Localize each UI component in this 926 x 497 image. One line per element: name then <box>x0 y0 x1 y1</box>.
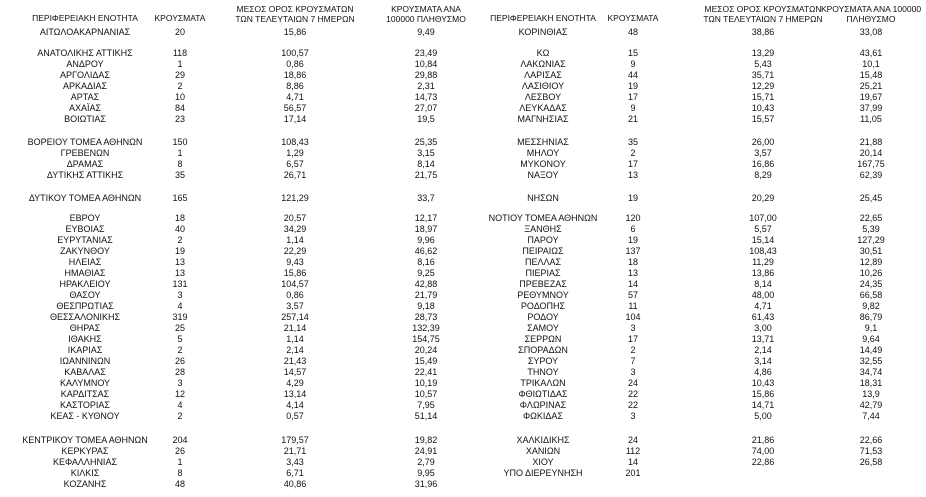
left-header-cases: ΚΡΟΥΣΜΑΤΑ <box>154 13 206 23</box>
left-cell-cases: 23 <box>174 114 185 124</box>
right-cell-cases: 19 <box>627 81 638 91</box>
right-cell-cases: 2 <box>630 345 636 355</box>
right-cell-cases: 9 <box>630 59 636 69</box>
right-cell-per100k: 10,26 <box>859 268 883 278</box>
left-cell-per100k: 9,18 <box>417 301 435 311</box>
right-cell-cases: 6 <box>630 224 636 234</box>
left-cell-region: ΑΡΚΑΔΙΑΣ <box>62 81 108 91</box>
right-cell-per100k: 33,08 <box>859 27 883 37</box>
right-cell-per100k: 18,31 <box>859 378 883 388</box>
left-cell-avg7: 15,86 <box>283 268 307 278</box>
right-cell-avg7: 11,29 <box>752 257 774 267</box>
right-cell-avg7: 15,71 <box>751 92 775 102</box>
left-cell-cases: 18 <box>174 213 185 223</box>
right-cell-region: ΦΘΙΩΤΙΔΑΣ <box>518 389 568 399</box>
left-cell-avg7: 121,29 <box>281 193 309 203</box>
left-cell-cases: 3 <box>177 378 183 388</box>
left-cell-avg7: 4,14 <box>286 400 304 410</box>
left-cell-per100k: 154,75 <box>412 334 440 344</box>
left-cell-per100k: 19,5 <box>417 114 435 124</box>
right-cell-per100k: 167,75 <box>857 159 885 169</box>
right-cell-region: ΧΙΟΥ <box>532 457 554 467</box>
left-cell-per100k: 20,24 <box>414 345 438 355</box>
left-cell-cases: 4 <box>177 301 183 311</box>
right-cell-avg7: 3,57 <box>754 148 772 158</box>
left-cell-avg7: 13,14 <box>283 389 307 399</box>
right-cell-cases: 9 <box>630 103 636 113</box>
right-cell-per100k: 9,64 <box>862 334 880 344</box>
right-cell-cases: 35 <box>627 137 638 147</box>
right-cell-region: ΣΥΡΟΥ <box>527 356 559 366</box>
left-cell-avg7: 20,57 <box>283 213 307 223</box>
right-cell-per100k: 34,74 <box>859 367 883 377</box>
right-cell-avg7: 10,43 <box>751 378 775 388</box>
left-cell-cases: 150 <box>172 137 188 147</box>
right-cell-avg7: 12,29 <box>751 81 775 91</box>
right-cell-avg7: 8,14 <box>754 279 772 289</box>
right-cell-per100k: 127,29 <box>857 235 885 245</box>
left-cell-cases: 204 <box>172 435 188 445</box>
right-cell-avg7: 4,86 <box>754 367 772 377</box>
left-cell-region: ΕΥΡΥΤΑΝΙΑΣ <box>57 235 113 245</box>
right-cell-per100k: 66,58 <box>859 290 883 300</box>
left-cell-cases: 19 <box>174 246 185 256</box>
left-cell-avg7: 3,57 <box>286 301 304 311</box>
right-cell-per100k: 20,14 <box>859 148 883 158</box>
right-cell-per100k: 86,79 <box>859 312 883 322</box>
right-cell-cases: 112 <box>625 446 641 456</box>
left-cell-cases: 26 <box>174 446 185 456</box>
left-cell-cases: 3 <box>177 290 183 300</box>
right-cell-cases: 24 <box>627 378 638 388</box>
left-cell-cases: 28 <box>174 367 185 377</box>
right-cell-per100k: 12,89 <box>859 257 883 267</box>
left-cell-cases: 13 <box>174 268 185 278</box>
right-header-per100k: ΚΡΟΥΣΜΑΤΑ ΑΝΑ 100000 ΠΛΗΘΥΣΜΟ <box>820 4 922 24</box>
right-cell-cases: 21 <box>627 114 638 124</box>
left-cell-cases: 10 <box>174 92 185 102</box>
right-cell-avg7: 8,29 <box>754 170 772 180</box>
left-cell-region: ΒΟΙΩΤΙΑΣ <box>64 114 106 124</box>
left-cell-per100k: 27,07 <box>414 103 438 113</box>
right-cell-per100k: 25,21 <box>859 81 883 91</box>
left-cell-per100k: 12,17 <box>414 213 438 223</box>
right-cell-avg7: 22,86 <box>751 457 775 467</box>
left-cell-per100k: 9,49 <box>417 27 435 37</box>
right-cell-per100k: 15,48 <box>859 70 883 80</box>
left-cell-region: ΘΑΣΟΥ <box>69 290 101 300</box>
right-cell-region: ΞΑΝΘΗΣ <box>524 224 562 234</box>
left-cell-region: ΑΡΓΟΛΙΔΑΣ <box>60 70 110 80</box>
left-cell-per100k: 18,97 <box>414 224 438 234</box>
right-cell-region: ΠΕΙΡΑΙΩΣ <box>522 246 564 256</box>
left-cell-per100k: 29,88 <box>414 70 438 80</box>
left-cell-avg7: 21,14 <box>283 323 307 333</box>
right-cell-cases: 57 <box>627 290 638 300</box>
right-cell-cases: 14 <box>627 457 638 467</box>
left-cell-per100k: 8,14 <box>417 159 435 169</box>
right-cell-region: ΝΗΣΩΝ <box>527 193 559 203</box>
right-cell-cases: 201 <box>625 468 641 478</box>
left-cell-per100k: 21,79 <box>414 290 438 300</box>
left-cell-region: ΑΡΤΑΣ <box>70 92 100 102</box>
left-cell-cases: 35 <box>174 170 185 180</box>
right-cell-avg7: 35,71 <box>751 70 775 80</box>
right-cell-region: ΜΑΓΝΗΣΙΑΣ <box>517 114 569 124</box>
left-cell-cases: 48 <box>174 479 185 489</box>
right-cell-region: ΣΑΜΟΥ <box>527 323 559 333</box>
left-cell-cases: 20 <box>174 27 185 37</box>
right-cell-per100k: 19,67 <box>859 92 883 102</box>
right-cell-avg7: 16,86 <box>751 159 775 169</box>
left-cell-cases: 40 <box>174 224 185 234</box>
left-cell-cases: 12 <box>174 389 185 399</box>
right-cell-per100k: 10,1 <box>862 59 880 69</box>
left-cell-avg7: 0,57 <box>286 411 304 421</box>
right-cell-cases: 13 <box>627 268 638 278</box>
right-cell-avg7: 13,71 <box>751 334 775 344</box>
left-cell-avg7: 179,57 <box>281 435 309 445</box>
left-cell-cases: 319 <box>172 312 188 322</box>
left-cell-per100k: 19,82 <box>414 435 438 445</box>
left-cell-avg7: 21,43 <box>283 356 307 366</box>
right-cell-per100k: 22,65 <box>859 213 883 223</box>
right-cell-per100k: 13,9 <box>862 389 880 399</box>
right-cell-region: ΜΕΣΣΗΝΙΑΣ <box>517 137 569 147</box>
right-cell-region: ΜΗΛΟΥ <box>526 148 560 158</box>
right-cell-avg7: 20,29 <box>751 193 775 203</box>
right-cell-cases: 3 <box>630 411 636 421</box>
left-cell-region: ΔΥΤΙΚΗΣ ΑΤΤΙΚΗΣ <box>46 170 124 180</box>
right-header-avg7: ΜΕΣΟΣ ΟΡΟΣ ΚΡΟΥΣΜΑΤΩΝ ΤΩΝ ΤΕΛΕΥΤΑΙΩΝ 7 ΗΜΕΡΩΝ <box>703 4 823 24</box>
right-cell-per100k: 14,49 <box>859 345 883 355</box>
left-cell-cases: 4 <box>177 400 183 410</box>
left-cell-avg7: 0,86 <box>286 290 304 300</box>
left-cell-cases: 1 <box>177 59 183 69</box>
right-cell-region: ΥΠΟ ΔΙΕΡΕΥΝΗΣΗ <box>503 468 583 478</box>
right-cell-region: ΛΑΡΙΣΑΣ <box>524 70 562 80</box>
right-cell-per100k: 26,58 <box>859 457 883 467</box>
right-cell-cases: 24 <box>627 435 638 445</box>
left-cell-region: ΙΘΑΚΗΣ <box>68 334 102 344</box>
left-cell-per100k: 10,19 <box>414 378 438 388</box>
right-cell-region: ΡΟΔΟΠΗΣ <box>520 301 566 311</box>
right-header-region: ΠΕΡΙΦΕΡΕΙΑΚΗ ΕΝΟΤΗΤΑ <box>490 13 596 23</box>
right-cell-region: ΠΙΕΡΙΑΣ <box>525 268 561 278</box>
right-cell-per100k: 5,39 <box>862 224 880 234</box>
right-cell-per100k: 71,53 <box>859 446 883 456</box>
right-cell-cases: 11 <box>628 301 638 311</box>
right-cell-cases: 17 <box>627 92 638 102</box>
left-cell-per100k: 2,79 <box>417 457 435 467</box>
right-cell-region: ΚΩ <box>536 48 550 58</box>
left-cell-region: ΗΛΕΙΑΣ <box>68 257 102 267</box>
right-header-cases: ΚΡΟΥΣΜΑΤΑ <box>607 13 659 23</box>
right-cell-region: ΝΑΞΟΥ <box>527 170 559 180</box>
left-cell-per100k: 25,35 <box>414 137 438 147</box>
left-cell-region: ΑΙΤΩΛΟΑΚΑΡΝΑΝΙΑΣ <box>39 27 131 37</box>
left-cell-cases: 26 <box>174 356 185 366</box>
left-cell-cases: 84 <box>174 103 185 113</box>
left-cell-per100k: 9,95 <box>417 468 435 478</box>
right-cell-cases: 19 <box>627 193 638 203</box>
right-cell-region: ΦΩΚΙΔΑΣ <box>523 411 563 421</box>
right-cell-region: ΡΕΘΥΜΝΟΥ <box>517 290 569 300</box>
left-cell-cases: 1 <box>177 457 183 467</box>
left-cell-per100k: 31,96 <box>414 479 438 489</box>
left-cell-per100k: 24,91 <box>414 446 438 456</box>
right-cell-region: ΛΕΥΚΑΔΑΣ <box>519 103 567 113</box>
right-cell-cases: 104 <box>625 312 641 322</box>
right-cell-cases: 19 <box>627 235 638 245</box>
left-cell-avg7: 15,86 <box>283 27 307 37</box>
left-cell-region: ΚΑΛΥΜΝΟΥ <box>59 378 111 388</box>
left-cell-avg7: 1,29 <box>286 148 304 158</box>
right-cell-avg7: 61,43 <box>751 312 775 322</box>
right-cell-region: ΣΕΡΡΩΝ <box>524 334 562 344</box>
left-cell-region: ΗΜΑΘΙΑΣ <box>64 268 106 278</box>
right-cell-region: ΧΑΝΙΩΝ <box>525 446 561 456</box>
left-cell-avg7: 40,86 <box>283 479 307 489</box>
right-cell-cases: 14 <box>627 279 638 289</box>
right-cell-region: ΣΠΟΡΑΔΩΝ <box>518 345 568 355</box>
right-cell-region: ΜΥΚΟΝΟΥ <box>520 159 566 169</box>
left-cell-region: ΘΕΣΠΡΩΤΙΑΣ <box>56 301 114 311</box>
right-cell-region: ΤΡΙΚΑΛΩΝ <box>520 378 566 388</box>
right-cell-per100k: 9,1 <box>864 323 878 333</box>
right-cell-region: ΛΑΣΙΘΙΟΥ <box>521 81 565 91</box>
right-cell-per100k: 24,35 <box>859 279 883 289</box>
right-cell-cases: 7 <box>630 356 636 366</box>
right-cell-cases: 22 <box>627 400 638 410</box>
left-cell-per100k: 51,14 <box>414 411 438 421</box>
right-cell-region: ΧΑΛΚΙΔΙΚΗΣ <box>516 435 570 445</box>
left-cell-region: ΑΧΑΪΑΣ <box>68 103 102 113</box>
left-cell-region: ΔΥΤΙΚΟΥ ΤΟΜΕΑ ΑΘΗΝΩΝ <box>28 193 142 203</box>
left-cell-per100k: 10,84 <box>414 59 438 69</box>
right-cell-region: ΠΡΕΒΕΖΑΣ <box>519 279 567 289</box>
left-header-avg7: ΜΕΣΟΣ ΟΡΟΣ ΚΡΟΥΣΜΑΤΩΝ ΤΩΝ ΤΕΛΕΥΤΑΙΩΝ 7 ΗΜΕΡΩΝ <box>235 4 355 24</box>
left-cell-avg7: 17,14 <box>283 114 307 124</box>
left-cell-per100k: 33,7 <box>417 193 435 203</box>
left-cell-region: ΚΑΡΔΙΤΣΑΣ <box>60 389 110 399</box>
right-cell-avg7: 15,57 <box>751 114 775 124</box>
left-cell-per100k: 7,95 <box>417 400 435 410</box>
left-cell-cases: 131 <box>172 279 188 289</box>
left-cell-region: ΕΒΡΟΥ <box>69 213 101 223</box>
right-cell-per100k: 9,82 <box>862 301 880 311</box>
left-cell-region: ΚΕΦΑΛΛΗΝΙΑΣ <box>52 457 118 467</box>
left-cell-region: ΚΕΡΚΥΡΑΣ <box>61 446 109 456</box>
left-cell-cases: 5 <box>177 334 183 344</box>
left-cell-region: ΙΚΑΡΙΑΣ <box>67 345 103 355</box>
left-header-per100k: ΚΡΟΥΣΜΑΤΑ ΑΝΑ 100000 ΠΛΗΘΥΣΜΟ <box>386 4 466 24</box>
right-cell-per100k: 22,66 <box>859 435 883 445</box>
right-cell-region: ΛΑΚΩΝΙΑΣ <box>520 59 566 69</box>
left-cell-per100k: 28,73 <box>414 312 438 322</box>
right-cell-avg7: 107,00 <box>749 213 777 223</box>
left-cell-avg7: 0,86 <box>286 59 304 69</box>
right-cell-avg7: 108,43 <box>749 246 777 256</box>
left-cell-region: ΚΕΝΤΡΙΚΟΥ ΤΟΜΕΑ ΑΘΗΝΩΝ <box>22 435 148 445</box>
right-cell-region: ΠΑΡΟΥ <box>527 235 559 245</box>
left-cell-avg7: 104,57 <box>281 279 309 289</box>
left-cell-per100k: 14,73 <box>414 92 438 102</box>
left-cell-region: ΚΕΑΣ - ΚΥΘΝΟΥ <box>50 411 120 421</box>
left-cell-avg7: 9,43 <box>286 257 304 267</box>
right-cell-avg7: 3,00 <box>754 323 772 333</box>
left-cell-avg7: 108,43 <box>281 137 309 147</box>
right-cell-avg7: 15,14 <box>751 235 775 245</box>
right-cell-region: ΡΟΔΟΥ <box>527 312 559 322</box>
left-cell-cases: 2 <box>177 411 183 421</box>
right-cell-per100k: 42,79 <box>859 400 883 410</box>
right-cell-avg7: 74,00 <box>751 446 775 456</box>
right-cell-avg7: 26,00 <box>751 137 775 147</box>
left-cell-per100k: 132,39 <box>412 323 440 333</box>
left-cell-per100k: 9,25 <box>417 268 435 278</box>
left-cell-cases: 1 <box>177 148 183 158</box>
right-cell-cases: 18 <box>627 257 638 267</box>
left-cell-avg7: 18,86 <box>283 70 307 80</box>
right-cell-region: ΤΗΝΟΥ <box>527 367 559 377</box>
left-cell-region: ΙΩΑΝΝΙΝΩΝ <box>59 356 111 366</box>
left-cell-avg7: 6,57 <box>286 159 304 169</box>
right-cell-region: ΚΟΡΙΝΘΙΑΣ <box>518 27 568 37</box>
left-cell-region: ΒΟΡΕΙΟΥ ΤΟΜΕΑ ΑΘΗΝΩΝ <box>27 137 143 147</box>
right-cell-avg7: 15,86 <box>751 389 775 399</box>
right-cell-per100k: 25,45 <box>859 193 883 203</box>
right-cell-avg7: 48,00 <box>751 290 775 300</box>
right-cell-avg7: 13,86 <box>751 268 775 278</box>
right-cell-cases: 17 <box>627 334 638 344</box>
right-cell-per100k: 43,61 <box>859 48 883 58</box>
left-cell-region: ΔΡΑΜΑΣ <box>66 159 104 169</box>
right-cell-cases: 137 <box>625 246 641 256</box>
right-cell-region: ΝΟΤΙΟΥ ΤΟΜΕΑ ΑΘΗΝΩΝ <box>488 213 598 223</box>
left-cell-per100k: 3,15 <box>417 148 435 158</box>
left-cell-per100k: 42,88 <box>414 279 438 289</box>
left-cell-cases: 29 <box>174 70 185 80</box>
left-cell-per100k: 10,57 <box>414 389 438 399</box>
right-cell-avg7: 14,71 <box>751 400 775 410</box>
right-cell-cases: 120 <box>625 213 641 223</box>
right-cell-cases: 13 <box>627 170 638 180</box>
right-cell-cases: 17 <box>627 159 638 169</box>
left-cell-per100k: 21,75 <box>414 170 438 180</box>
left-cell-avg7: 14,57 <box>283 367 307 377</box>
left-cell-region: ΚΑΣΤΟΡΙΑΣ <box>60 400 110 410</box>
left-cell-per100k: 22,41 <box>414 367 438 377</box>
left-header-region: ΠΕΡΙΦΕΡΕΙΑΚΗ ΕΝΟΤΗΤΑ <box>32 13 138 23</box>
left-cell-cases: 25 <box>174 323 185 333</box>
left-cell-per100k: 9,96 <box>417 235 435 245</box>
left-cell-cases: 2 <box>177 81 183 91</box>
right-cell-cases: 15 <box>627 48 638 58</box>
left-cell-avg7: 1,14 <box>286 235 304 245</box>
right-cell-avg7: 2,14 <box>754 345 772 355</box>
right-cell-avg7: 5,00 <box>754 411 772 421</box>
left-cell-cases: 118 <box>172 48 188 58</box>
left-cell-per100k: 46,62 <box>414 246 438 256</box>
right-cell-avg7: 10,43 <box>751 103 775 113</box>
right-cell-avg7: 5,43 <box>754 59 772 69</box>
left-cell-avg7: 4,29 <box>286 378 304 388</box>
left-cell-avg7: 257,14 <box>281 312 309 322</box>
left-cell-avg7: 2,14 <box>286 345 304 355</box>
right-cell-per100k: 7,44 <box>862 411 880 421</box>
left-cell-avg7: 34,29 <box>283 224 307 234</box>
left-cell-avg7: 6,71 <box>286 468 304 478</box>
right-cell-avg7: 13,29 <box>751 48 775 58</box>
left-cell-per100k: 2,31 <box>417 81 435 91</box>
left-cell-avg7: 56,57 <box>283 103 307 113</box>
left-cell-region: ΗΡΑΚΛΕΙΟΥ <box>59 279 111 289</box>
left-cell-region: ΑΝΔΡΟΥ <box>66 59 104 69</box>
left-cell-region: ΖΑΚΥΝΘΟΥ <box>60 246 110 256</box>
right-cell-region: ΦΛΩΡΙΝΑΣ <box>519 400 567 410</box>
left-cell-region: ΑΝΑΤΟΛΙΚΗΣ ΑΤΤΙΚΗΣ <box>37 48 133 58</box>
left-cell-cases: 8 <box>177 468 183 478</box>
right-cell-cases: 3 <box>630 367 636 377</box>
left-cell-cases: 165 <box>172 193 188 203</box>
left-cell-cases: 13 <box>174 257 185 267</box>
left-cell-avg7: 100,57 <box>281 48 309 58</box>
right-cell-avg7: 4,71 <box>754 301 772 311</box>
left-cell-region: ΚΙΛΚΙΣ <box>70 468 100 478</box>
left-cell-avg7: 3,43 <box>286 457 304 467</box>
right-cell-per100k: 11,05 <box>860 114 882 124</box>
right-cell-avg7: 5,57 <box>754 224 772 234</box>
right-cell-per100k: 21,88 <box>859 137 883 147</box>
right-cell-per100k: 32,55 <box>859 356 883 366</box>
right-cell-avg7: 38,86 <box>751 27 775 37</box>
left-cell-cases: 2 <box>177 235 183 245</box>
right-cell-cases: 48 <box>627 27 638 37</box>
left-cell-region: ΓΡΕΒΕΝΩΝ <box>60 148 110 158</box>
right-cell-cases: 3 <box>630 323 636 333</box>
right-cell-avg7: 3,14 <box>754 356 772 366</box>
right-cell-region: ΛΕΣΒΟΥ <box>524 92 562 102</box>
left-cell-avg7: 26,71 <box>283 170 307 180</box>
right-cell-per100k: 30,51 <box>859 246 883 256</box>
left-cell-avg7: 1,14 <box>286 334 304 344</box>
left-cell-region: ΚΑΒΑΛΑΣ <box>64 367 106 377</box>
right-cell-region: ΠΕΛΛΑΣ <box>524 257 562 267</box>
left-cell-per100k: 8,16 <box>417 257 435 267</box>
left-cell-region: ΘΗΡΑΣ <box>69 323 101 333</box>
left-cell-region: ΘΕΣΣΑΛΟΝΙΚΗΣ <box>49 312 121 322</box>
left-cell-avg7: 21,71 <box>283 446 307 456</box>
left-cell-avg7: 22,29 <box>283 246 307 256</box>
right-cell-cases: 22 <box>627 389 638 399</box>
left-cell-cases: 8 <box>177 159 183 169</box>
left-cell-region: ΚΟΖΑΝΗΣ <box>63 479 107 489</box>
left-cell-cases: 2 <box>177 345 183 355</box>
right-cell-cases: 44 <box>627 70 638 80</box>
left-cell-per100k: 15,49 <box>414 356 438 366</box>
right-cell-per100k: 37,99 <box>859 103 883 113</box>
left-cell-avg7: 8,86 <box>286 81 304 91</box>
right-cell-avg7: 21,86 <box>751 435 775 445</box>
left-cell-per100k: 23,49 <box>414 48 438 58</box>
right-cell-per100k: 62,39 <box>859 170 883 180</box>
left-cell-region: ΕΥΒΟΙΑΣ <box>65 224 105 234</box>
left-cell-avg7: 4,71 <box>286 92 304 102</box>
right-cell-cases: 2 <box>630 148 636 158</box>
